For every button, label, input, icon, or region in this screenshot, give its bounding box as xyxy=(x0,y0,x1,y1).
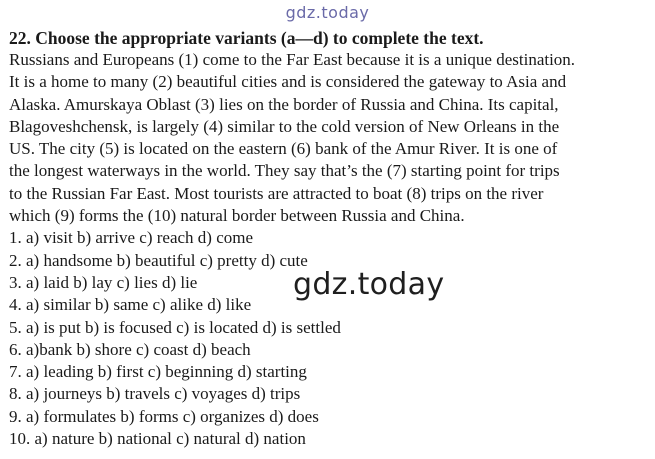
answer-option: 5. a) is put b) is focused c) is located d) is settled xyxy=(9,317,341,337)
answer-option: 4. a) similar b) same c) alike d) like xyxy=(9,295,252,315)
answer-option: 10. a) nature b) national c) natural d) nation xyxy=(9,429,306,449)
answer-option: 3. a) laid b) lay c) lies d) lie xyxy=(9,272,198,292)
paragraph-line: the longest waterways in the world. They say that’s the (7) starting point for trips xyxy=(9,161,560,181)
answer-option: 8. a) journeys b) travels c) voyages d) trips xyxy=(9,384,301,404)
paragraph-line: US. The city (5) is located on the eastern (6) bank of the Amur River. It is one of xyxy=(9,139,558,159)
answer-option: 1. a) visit b) arrive c) reach d) come xyxy=(9,228,254,248)
paragraph-line: to the Russian Far East. Most tourists are attracted to boat (8) trips on the river xyxy=(9,183,544,203)
paragraph-line: Alaska. Amurskaya Oblast (3) lies on the border of Russia and China. Its capital, xyxy=(9,94,559,114)
answer-options-list xyxy=(9,227,649,450)
exercise-paragraph xyxy=(9,49,649,227)
paragraph-line: It is a home to many (2) beautiful cities and is considered the gateway to Asia and xyxy=(9,72,567,92)
paragraph-line: which (9) forms the (10) natural border between Russia and China. xyxy=(9,206,465,226)
answer-option: 6. a)bank b) shore c) coast d) beach xyxy=(9,339,251,359)
exercise-block xyxy=(9,27,649,450)
exercise-heading: 22. Choose the appropriate variants (a—d) to complete the text. xyxy=(9,28,484,48)
watermark-top: gdz.today xyxy=(285,3,370,22)
paragraph-line: Blagoveshchensk, is largely (4) similar to the cold version of New Orleans in the xyxy=(9,116,560,136)
watermark-center: gdz.today xyxy=(293,267,445,302)
paragraph-line: Russians and Europeans (1) come to the Far East because it is a unique destination. xyxy=(9,50,576,69)
answer-option: 9. a) formulates b) forms c) organizes d) does xyxy=(9,406,319,426)
answer-option: 2. a) handsome b) beautiful c) pretty d) cute xyxy=(9,250,308,270)
answer-option: 7. a) leading b) first c) beginning d) starting xyxy=(9,362,307,382)
